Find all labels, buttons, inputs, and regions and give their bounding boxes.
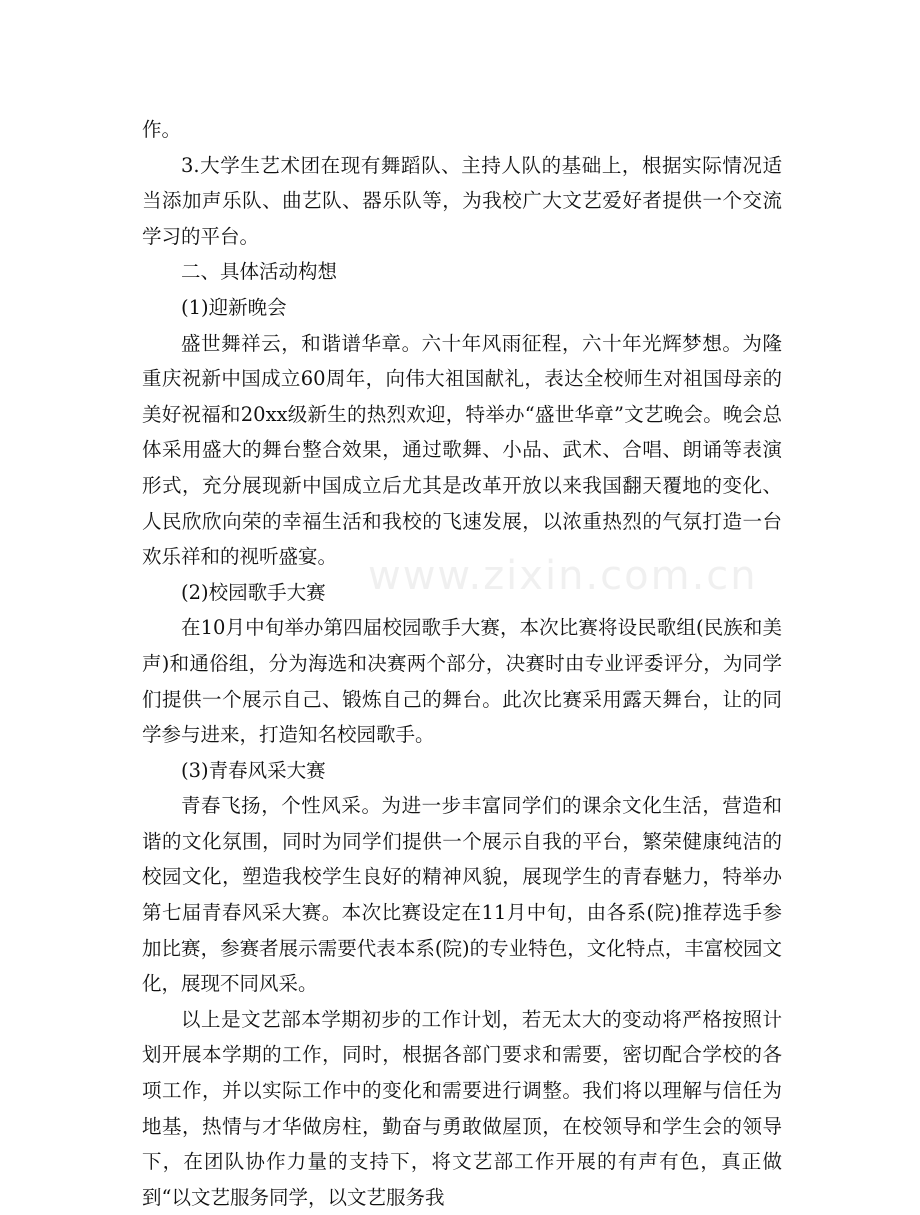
paragraph-conclusion: 以上是文艺部本学期初步的工作计划，若无太大的变动将严格按照计划开展本学期的工作，同时，根据各部门要求和需要，密切配合学校的各项工作，并以实际工作中的变化和需要进行调整。我们将以理解与信任为地基，热情与才华做房柱，勤奋与勇敢做屋顶，在校领导和学生会的领导下，在团队协作力量的支持下，将文艺部工作开展的有声有色，真正做到“以文艺服务同学，以文艺服务我 — [142, 1007, 782, 1209]
watermark: www.zixin.com.cn — [368, 553, 758, 599]
paragraph-singer-contest: 在10月中旬举办第四届校园歌手大赛，本次比赛将设民歌组(民族和美声)和通俗组，分为海选和决赛两个部分，决赛时由专业评委评分，为同学们提供一个展示自己、锻炼自己的舞台。此次比赛采用露天舞台，让的同学参与进来，打造知名校园歌手。 — [142, 616, 782, 747]
paragraph-youth-contest: 青春飞扬，个性风采。为进一步丰富同学们的课余文化生活，营造和谐的文化氛围，同时为同学们提供一个展示自我的平台，繁荣健康纯洁的校园文化，塑造我校学生良好的精神风貌，展现学生的青春魅力，特举办第七届青春风采大赛。本次比赛设定在11月中旬，由各系(院)推荐选手参加比赛，参赛者展示需要代表本系(院)的专业特色，文化特点，丰富校园文化，展现不同风采。 — [142, 794, 782, 996]
document-body — [142, 112, 782, 1215]
paragraph-welcome-gala: 盛世舞祥云，和谐谱华章。六十年风雨征程，六十年光辉梦想。为隆重庆祝新中国成立60周年，向伟大祖国献礼，表达全校师生对祖国母亲的美好祝福和20xx级新生的热烈欢迎，特举办“盛世华章”文艺晚会。晚会总体采用盛大的舞台整合效果，通过歌舞、小品、武术、合唱、朗诵等表演形式，充分展现新中国成立后尤其是改革开放以来我国翻天覆地的变化、人民欣欣向荣的幸福生活和我校的飞速发展，以浓重热烈的气氛打造一台欢乐祥和的视听盛宴。 — [142, 331, 782, 569]
paragraph-continuation: 作。 — [142, 118, 182, 141]
subheading-welcome-gala: (1)迎新晚会 — [181, 295, 287, 319]
paragraph-art-troupe: 3.大学生艺术团在现有舞蹈队、主持人队的基础上，根据实际情况适当添加声乐队、曲艺队、器乐队等，为我校广大文艺爱好者提供一个交流学习的平台。 — [142, 153, 782, 248]
subheading-youth-contest: (3)青春风采大赛 — [181, 758, 326, 782]
section-heading-activity-plan: 二、具体活动构想 — [181, 260, 338, 284]
subheading-singer-contest: (2)校园歌手大赛 — [181, 580, 326, 604]
